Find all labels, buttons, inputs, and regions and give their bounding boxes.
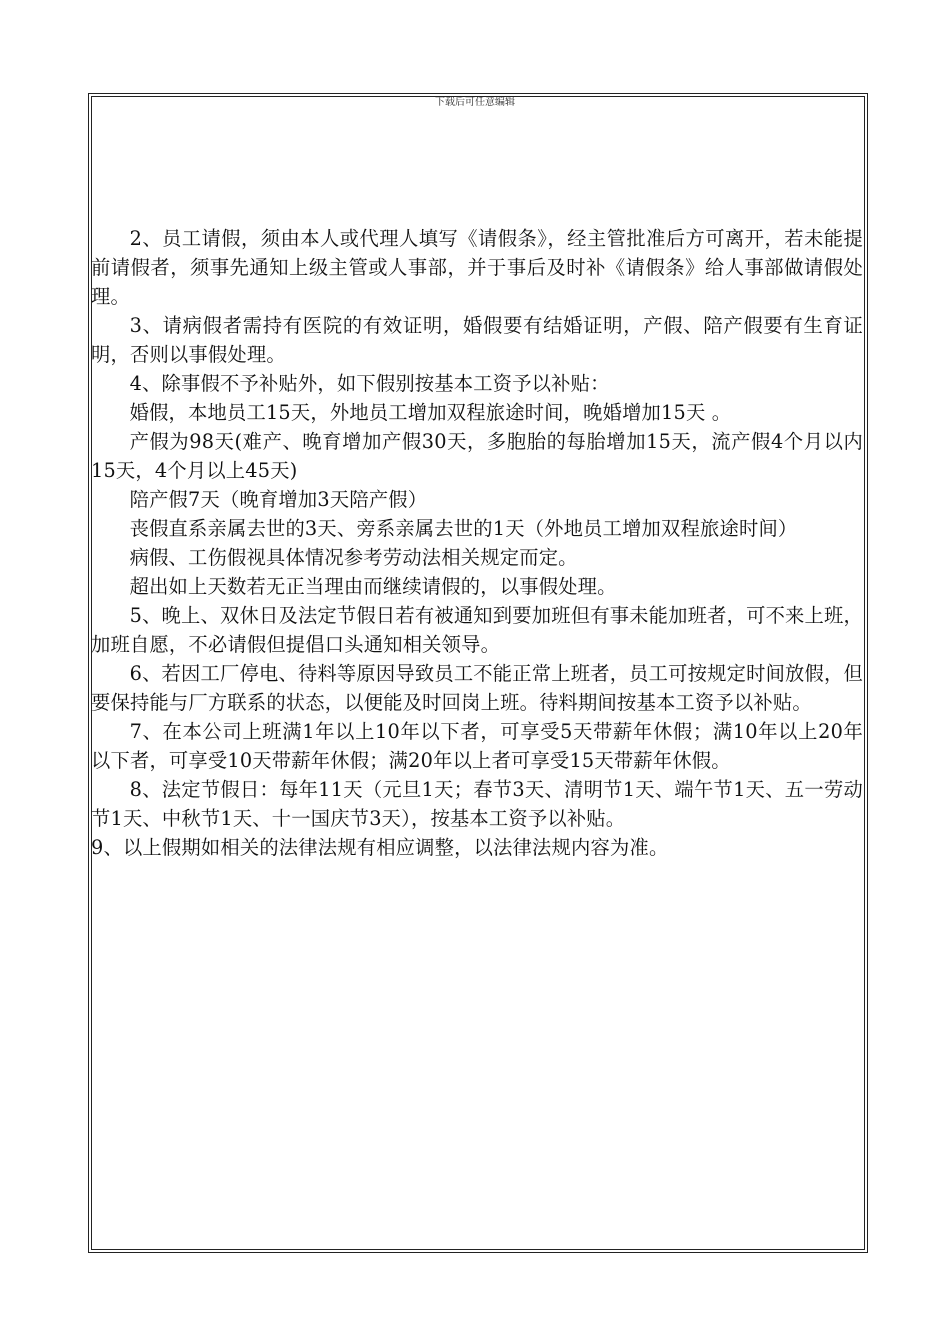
paragraph-subsidy-intro: 4、除事假不予补贴外，如下假别按基本工资予以补贴： bbox=[129, 372, 610, 395]
header-note: 下载后可任意编辑 bbox=[435, 97, 515, 108]
paragraph-bereavement-leave: 丧假直系亲属去世的3天、旁系亲属去世的1天（外地员工增加双程旅途时间） bbox=[129, 517, 798, 540]
paragraph-excess-leave: 超出如上天数若无正当理由而继续请假的，以事假处理。 bbox=[129, 575, 617, 598]
paragraph-legal-adjustment: 9、以上假期如相关的法律法规有相应调整，以法律法规内容为准。 bbox=[91, 836, 669, 859]
paragraph-overtime: 5、晚上、双休日及法定节假日若有被通知到要加班但有事未能加班者，可不来上班，加班自愿，不必请假但提倡口头通知相关领导。 bbox=[91, 604, 863, 656]
paragraph-marriage-leave: 婚假，本地员工15天，外地员工增加双程旅途时间，晚婚增加15天 。 bbox=[129, 401, 732, 424]
document-body bbox=[91, 224, 863, 862]
paragraph-leave-proof: 3、请病假者需持有医院的有效证明，婚假要有结婚证明，产假、陪产假要有生育证明，否则以事假处理。 bbox=[91, 314, 863, 366]
paragraph-maternity-leave: 产假为98天(难产、晚育增加产假30天，多胞胎的每胎增加15天，流产假4个月以内15天，4个月以上45天) bbox=[91, 430, 863, 482]
paragraph-public-holidays: 8、法定节假日：每年11天（元旦1天；春节3天、清明节1天、端午节1天、五一劳动节1天、中秋节1天、十一国庆节3天），按基本工资予以补贴。 bbox=[91, 778, 863, 830]
paragraph-factory-stoppage: 6、若因工厂停电、待料等原因导致员工不能正常上班者，员工可按规定时间放假，但要保持能与厂方联系的状态，以便能及时回岗上班。待料期间按基本工资予以补贴。 bbox=[91, 662, 863, 714]
paragraph-annual-leave: 7、在本公司上班满1年以上10年以下者，可享受5天带薪年休假；满10年以上20年以下者，可享受10天带薪年休假；满20年以上者可享受15天带薪年休假。 bbox=[91, 720, 863, 772]
paragraph-leave-request: 2、员工请假，须由本人或代理人填写《请假条》，经主管批准后方可离开，若未能提前请假者，须事先通知上级主管或人事部，并于事后及时补《请假条》给人事部做请假处理。 bbox=[91, 227, 863, 308]
paragraph-sick-injury-leave: 病假、工伤假视具体情况参考劳动法相关规定而定。 bbox=[129, 546, 578, 569]
paragraph-paternity-leave: 陪产假7天（晚育增加3天陪产假） bbox=[129, 488, 428, 511]
